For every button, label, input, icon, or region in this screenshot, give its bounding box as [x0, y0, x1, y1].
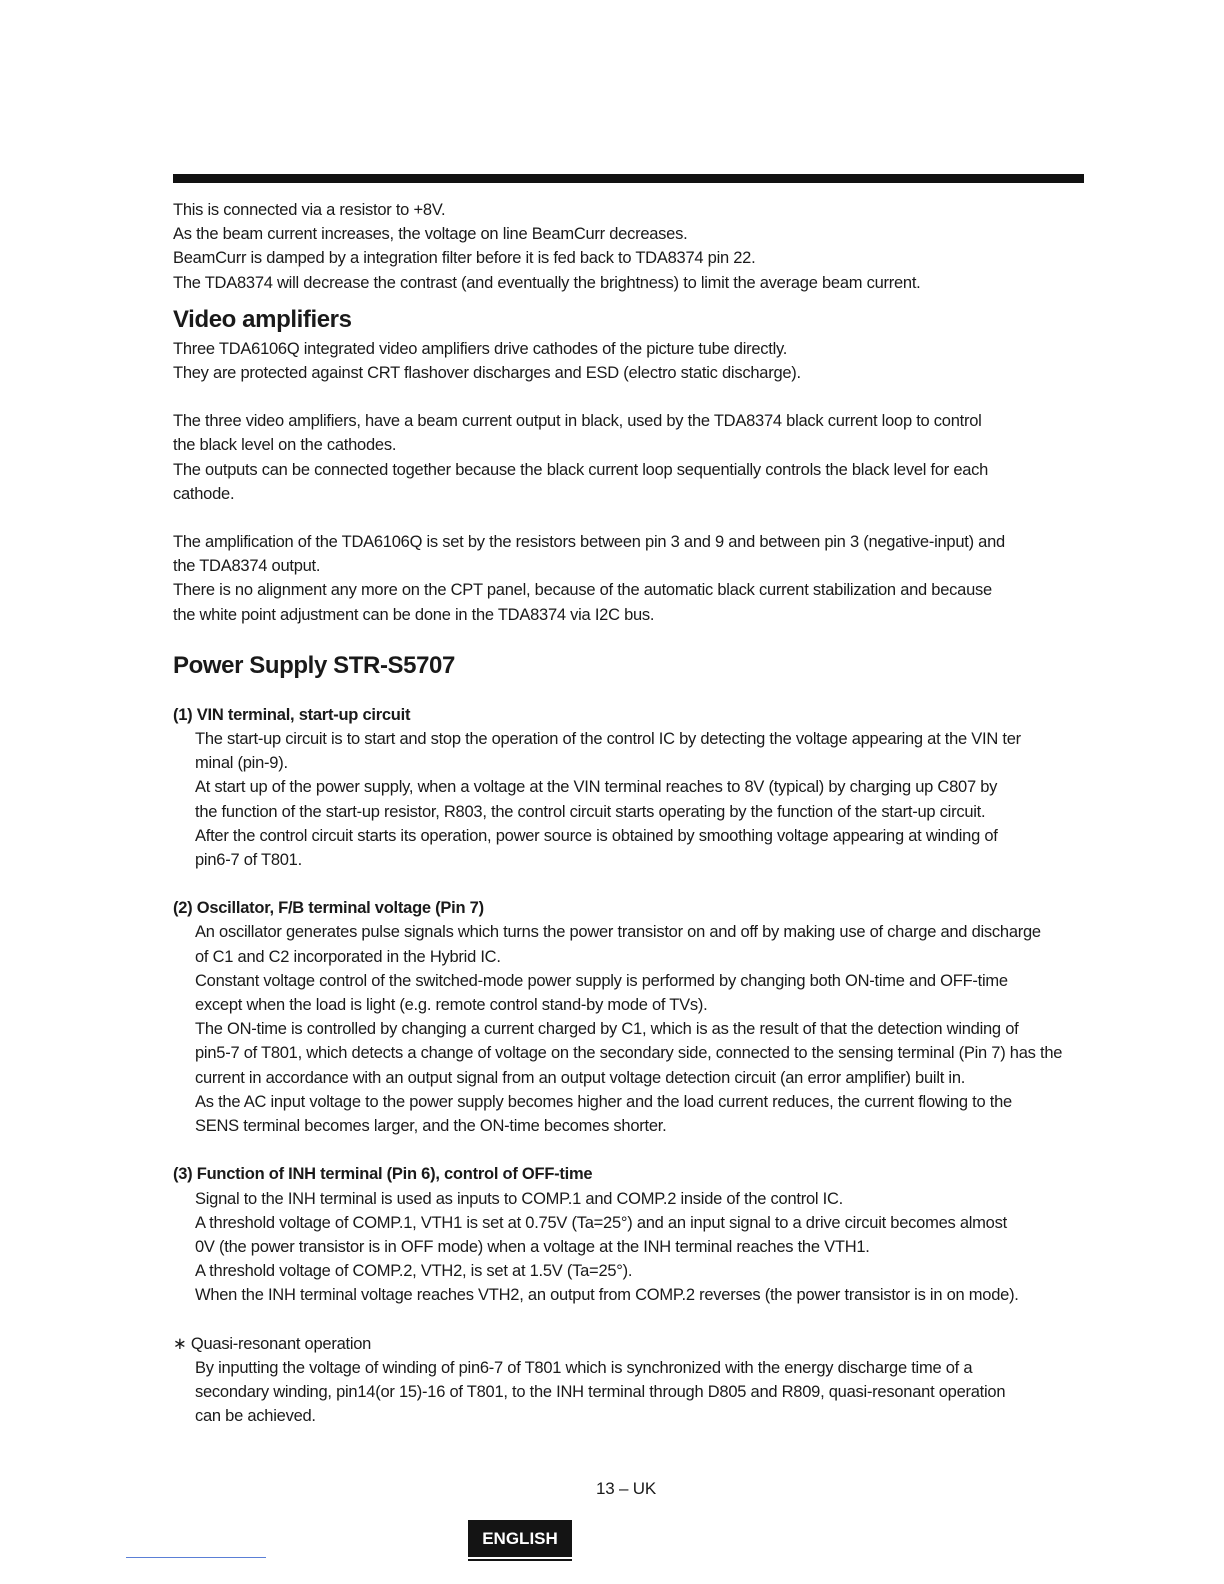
- text-line: By inputting the voltage of winding of pin6-7 of T801 which is synchronized with the energy discharge time of a: [195, 1358, 973, 1377]
- text-line: The amplification of the TDA6106Q is set by the resistors between pin 3 and 9 and between pin 3 (negative-input) and: [173, 533, 1005, 552]
- text-line: cathode.: [173, 484, 235, 503]
- text-line: The ON-time is controlled by changing a current charged by C1, which is as the result of that the detection winding of: [195, 1020, 1019, 1039]
- badge-underline: [468, 1559, 572, 1561]
- text-line: BeamCurr is damped by a integration filter before it is fed back to TDA8374 pin 22.: [173, 249, 756, 268]
- text-line: At start up of the power supply, when a voltage at the VIN terminal reaches to 8V (typical) by charging up C807 by: [195, 778, 998, 797]
- text-line: As the AC input voltage to the power supply becomes higher and the load current reduces, the current flowing to the: [195, 1092, 1012, 1111]
- text-line: Constant voltage control of the switched-mode power supply is performed by changing both ON-time and OFF-time: [195, 971, 1008, 990]
- text-line: The three video amplifiers, have a beam current output in black, used by the TDA8374 black current loop to control: [173, 412, 982, 431]
- top-rule: [173, 174, 1084, 183]
- text-line: of C1 and C2 incorporated in the Hybrid IC.: [195, 947, 501, 966]
- text-line: Signal to the INH terminal is used as inputs to COMP.1 and COMP.2 inside of the control IC.: [195, 1189, 843, 1208]
- text-line: When the INH terminal voltage reaches VTH2, an output from COMP.2 reverses (the power transistor is in on mode).: [195, 1286, 1019, 1305]
- text-line: pin6-7 of T801.: [195, 851, 302, 870]
- video-paragraph-3: [173, 530, 1088, 627]
- language-badge: ENGLISH: [468, 1520, 572, 1557]
- section-heading: ∗ Quasi-resonant operation: [173, 1334, 372, 1353]
- text-line: A threshold voltage of COMP.2, VTH2, is set at 1.5V (Ta=25°).: [195, 1262, 633, 1281]
- page-content: [173, 198, 1088, 1428]
- text-line: 0V (the power transistor is in OFF mode) when a voltage at the INH terminal reaches the VTH1.: [195, 1237, 870, 1256]
- section-quasi-resonant: [173, 1332, 1088, 1429]
- text-line: They are protected against CRT flashover discharges and ESD (electro static discharge).: [173, 364, 801, 383]
- section-vin-terminal: [173, 703, 1088, 872]
- text-line: pin5-7 of T801, which detects a change of voltage on the secondary side, connected to the sensing terminal (Pin 7) has the: [195, 1044, 1063, 1063]
- text-line: There is no alignment any more on the CPT panel, because of the automatic black current stabilization and because: [173, 581, 992, 600]
- text-line: Three TDA6106Q integrated video amplifiers drive cathodes of the picture tube directly.: [173, 339, 788, 358]
- video-paragraph-1: [173, 337, 1088, 385]
- text-line: The outputs can be connected together because the black current loop sequentially controls the black level for each: [173, 460, 989, 479]
- text-line: As the beam current increases, the voltage on line BeamCurr decreases.: [173, 225, 688, 244]
- section-inh-terminal: [173, 1162, 1088, 1307]
- video-paragraph-2: [173, 409, 1088, 506]
- text-line: the black level on the cathodes.: [173, 436, 397, 455]
- text-line: SENS terminal becomes larger, and the ON-time becomes shorter.: [195, 1117, 667, 1136]
- footer-rule: [126, 1557, 266, 1558]
- power-supply-heading: Power Supply STR-S5707: [173, 651, 455, 679]
- text-line: the white point adjustment can be done in the TDA8374 via I2C bus.: [173, 605, 655, 624]
- text-line: The start-up circuit is to start and stop the operation of the control IC by detecting the voltage appearing at the VIN ter: [195, 730, 1021, 749]
- section-oscillator: [173, 896, 1088, 1138]
- text-line: secondary winding, pin14(or 15)-16 of T801, to the INH terminal through D805 and R809, quasi-resonant operation: [195, 1382, 1006, 1401]
- text-line: An oscillator generates pulse signals which turns the power transistor on and off by making use of charge and discharge: [195, 923, 1041, 942]
- text-line: A threshold voltage of COMP.1, VTH1 is set at 0.75V (Ta=25°) and an input signal to a drive circuit becomes almost: [195, 1213, 1007, 1232]
- section-heading: (1) VIN terminal, start-up circuit: [173, 705, 411, 724]
- page-number: 13 – UK: [596, 1479, 657, 1498]
- text-line: the function of the start-up resistor, R803, the control circuit starts operating by the function of the start-up circuit.: [195, 802, 986, 821]
- text-line: the TDA8374 output.: [173, 557, 321, 576]
- section-heading: (3) Function of INH terminal (Pin 6), control of OFF-time: [173, 1165, 593, 1184]
- text-line: The TDA8374 will decrease the contrast (and eventually the brightness) to limit the average beam current.: [173, 273, 921, 292]
- text-line: can be achieved.: [195, 1407, 316, 1426]
- video-amplifiers-heading: Video amplifiers: [173, 305, 352, 333]
- intro-paragraph: [173, 198, 1088, 295]
- text-line: This is connected via a resistor to +8V.: [173, 201, 446, 219]
- text-line: except when the load is light (e.g. remote control stand-by mode of TVs).: [195, 996, 708, 1015]
- text-line: current in accordance with an output signal from an output voltage detection circuit (an error amplifier) built in.: [195, 1068, 966, 1087]
- section-heading: (2) Oscillator, F/B terminal voltage (Pin 7): [173, 899, 484, 918]
- text-line: minal (pin-9).: [195, 754, 288, 773]
- text-line: After the control circuit starts its operation, power source is obtained by smoothing voltage appearing at winding of: [195, 826, 998, 845]
